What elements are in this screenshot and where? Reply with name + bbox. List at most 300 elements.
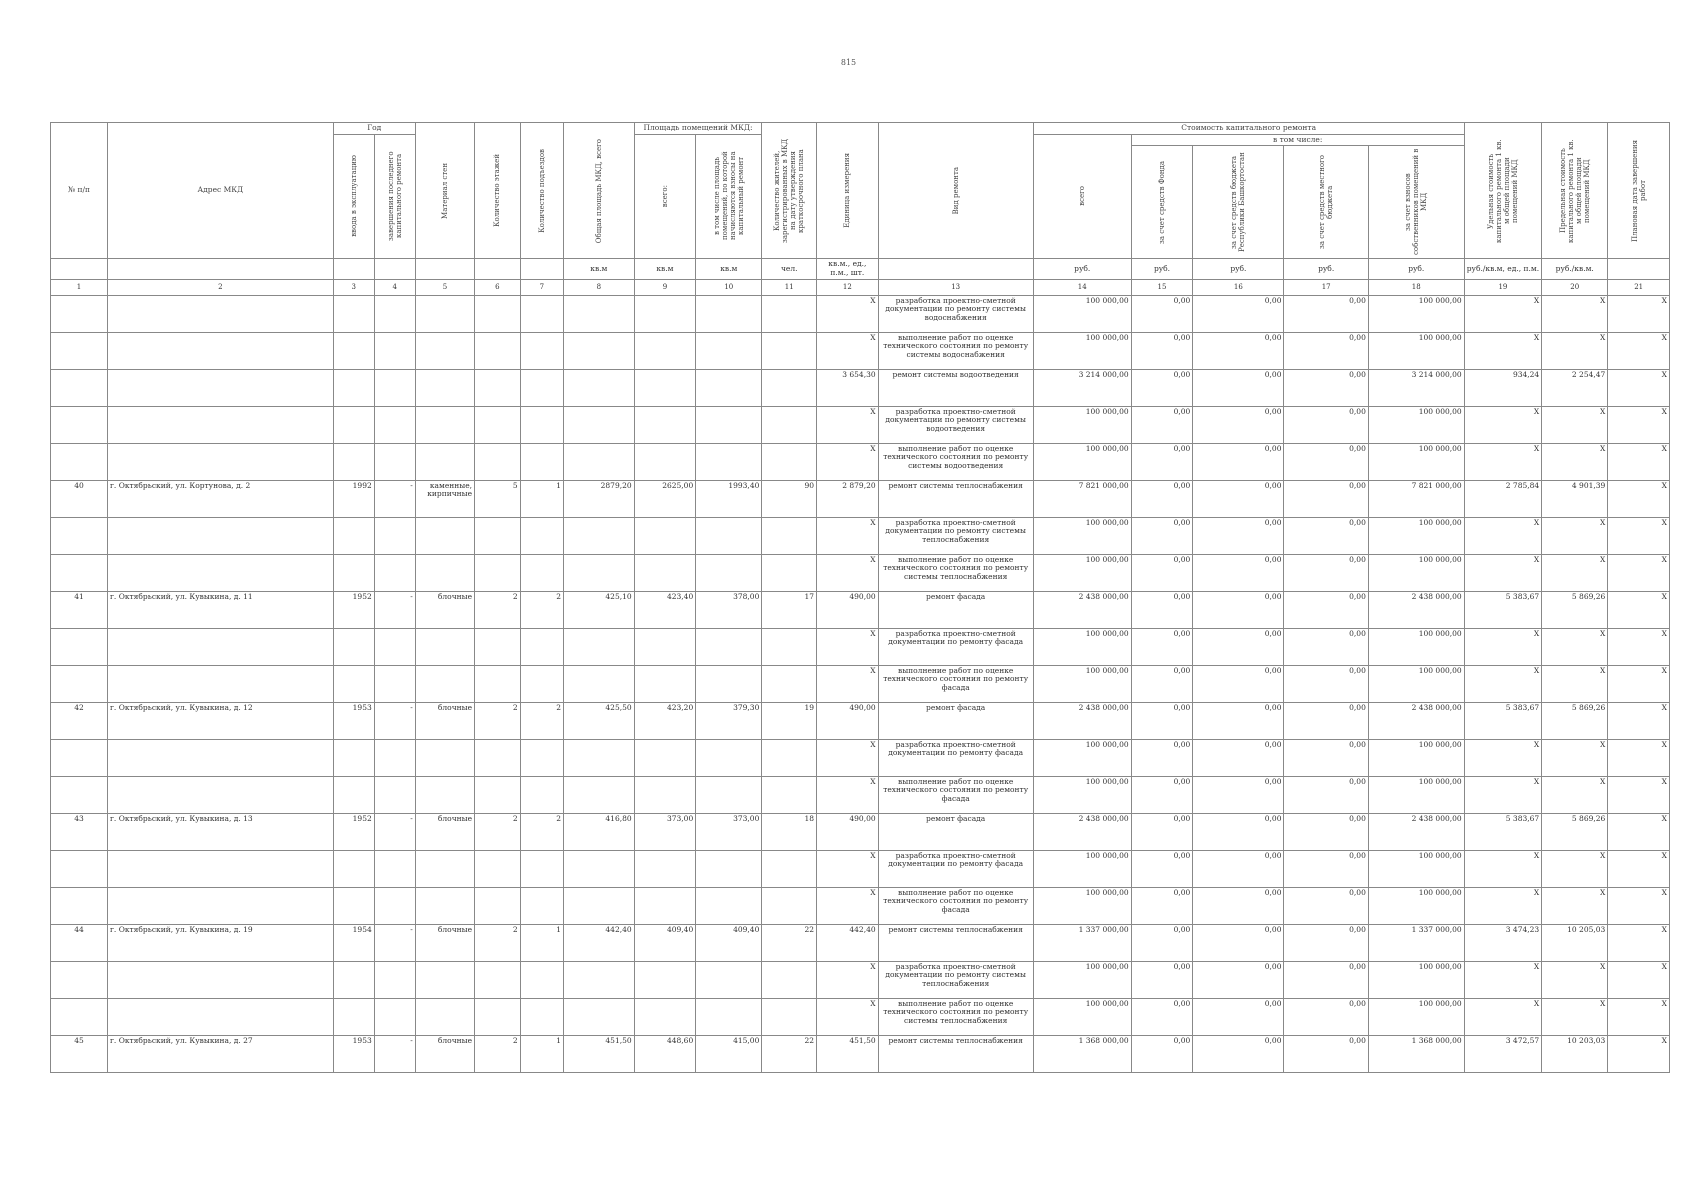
table-cell: 2 438 000,00 [1368, 591, 1464, 628]
table-cell: 2 [475, 1035, 521, 1072]
header-unit-measure-text: Единица измерения [843, 153, 852, 228]
table-row [51, 1035, 1670, 1072]
table-cell: - [374, 591, 415, 628]
table-cell [475, 776, 521, 813]
header-unit-cost [1464, 123, 1542, 259]
table-row [51, 369, 1670, 406]
table-cell [333, 961, 374, 998]
column-index-cell: 13 [878, 279, 1033, 295]
column-index-cell: 16 [1193, 279, 1284, 295]
table-cell: 0,00 [1131, 776, 1193, 813]
table-cell: блочные [415, 813, 474, 850]
table-cell [520, 443, 563, 480]
table-cell: 100 000,00 [1033, 665, 1131, 702]
table-cell [762, 998, 817, 1035]
table-cell [475, 443, 521, 480]
table-cell [415, 369, 474, 406]
header-address: Адрес МКД [108, 123, 334, 259]
table-cell: 100 000,00 [1033, 517, 1131, 554]
header-max-cost [1542, 123, 1608, 259]
table-cell: разработка проектно-сметной документации по ремонту системы водоснабжения [878, 295, 1033, 332]
table-cell: 0,00 [1193, 406, 1284, 443]
table-cell: 0,00 [1284, 554, 1368, 591]
table-cell [333, 443, 374, 480]
table-cell: 425,10 [563, 591, 634, 628]
table-cell [634, 628, 696, 665]
table-cell [415, 850, 474, 887]
table-cell: Х [1542, 850, 1608, 887]
table-cell: 0,00 [1131, 1035, 1193, 1072]
table-cell: 42 [51, 702, 108, 739]
table-cell: 100 000,00 [1033, 961, 1131, 998]
table-cell: 5 383,67 [1464, 702, 1542, 739]
table-row [51, 443, 1670, 480]
table-cell: 100 000,00 [1368, 554, 1464, 591]
table-cell: 5 383,67 [1464, 813, 1542, 850]
table-cell: 5 869,26 [1542, 813, 1608, 850]
unit-cell [415, 259, 474, 279]
table-cell: 10 203,03 [1542, 1035, 1608, 1072]
table-cell: 100 000,00 [1033, 554, 1131, 591]
table-cell [762, 517, 817, 554]
table-cell: 451,50 [563, 1035, 634, 1072]
table-cell: 425,50 [563, 702, 634, 739]
table-cell: 0,00 [1284, 517, 1368, 554]
table-cell: 0,00 [1193, 998, 1284, 1035]
header-cost-owners-text: за счет взносов собственников помещений в МКД [1404, 149, 1429, 256]
table-cell [108, 887, 334, 924]
table-cell: 0,00 [1131, 924, 1193, 961]
table-cell: 2 879,20 [817, 480, 879, 517]
table-cell: 490,00 [817, 813, 879, 850]
header-cost-fund-text: за счет средств Фонда [1157, 160, 1166, 244]
table-cell: Х [1464, 850, 1542, 887]
table-cell [634, 406, 696, 443]
table-cell [415, 998, 474, 1035]
table-cell: 0,00 [1284, 443, 1368, 480]
table-cell [108, 517, 334, 554]
table-cell: Х [817, 998, 879, 1035]
table-cell: Х [1608, 702, 1670, 739]
table-cell: 423,20 [634, 702, 696, 739]
table-cell: 100 000,00 [1033, 850, 1131, 887]
table-cell: 1 368 000,00 [1033, 1035, 1131, 1072]
header-year-commission [333, 134, 374, 259]
table-cell: 7 821 000,00 [1368, 480, 1464, 517]
table-row [51, 295, 1670, 332]
table-cell [108, 961, 334, 998]
table-cell [520, 998, 563, 1035]
table-cell: 1 337 000,00 [1368, 924, 1464, 961]
table-cell [563, 739, 634, 776]
table-cell [415, 665, 474, 702]
table-cell: 1993,40 [696, 480, 762, 517]
table-row [51, 332, 1670, 369]
table-cell: Х [1464, 517, 1542, 554]
table-cell: Х [817, 665, 879, 702]
table-cell: г. Октябрьский, ул. Кувыкина, д. 27 [108, 1035, 334, 1072]
table-cell [51, 517, 108, 554]
table-cell: Х [1608, 924, 1670, 961]
table-cell [374, 443, 415, 480]
table-cell [475, 517, 521, 554]
table-cell [374, 776, 415, 813]
table-cell [415, 887, 474, 924]
table-cell: 373,00 [634, 813, 696, 850]
table-cell: 490,00 [817, 591, 879, 628]
table-cell: 0,00 [1193, 295, 1284, 332]
table-cell: 5 383,67 [1464, 591, 1542, 628]
table-cell [634, 517, 696, 554]
table-cell: 100 000,00 [1033, 998, 1131, 1035]
table-cell [696, 739, 762, 776]
table-cell: 100 000,00 [1368, 776, 1464, 813]
column-index-cell: 3 [333, 279, 374, 295]
unit-cell: руб. [1284, 259, 1368, 279]
table-cell: 100 000,00 [1368, 739, 1464, 776]
table-cell [374, 369, 415, 406]
table-row [51, 813, 1670, 850]
table-cell: 100 000,00 [1368, 406, 1464, 443]
header-cost-total [1033, 134, 1131, 259]
unit-cell: руб. [1131, 259, 1193, 279]
table-cell [634, 739, 696, 776]
table-cell [333, 517, 374, 554]
table-cell: г. Октябрьский, ул. Кувыкина, д. 12 [108, 702, 334, 739]
table-cell: 1 368 000,00 [1368, 1035, 1464, 1072]
table-cell [634, 887, 696, 924]
table-cell [696, 295, 762, 332]
table-cell [475, 628, 521, 665]
table-cell [762, 850, 817, 887]
table-cell: 100 000,00 [1368, 887, 1464, 924]
table-cell: 100 000,00 [1033, 406, 1131, 443]
table-cell [563, 961, 634, 998]
repair-plan-table [50, 122, 1670, 1073]
table-row [51, 702, 1670, 739]
table-cell: 5 869,26 [1542, 702, 1608, 739]
header-premises-fee [696, 134, 762, 259]
table-cell: Х [1464, 554, 1542, 591]
table-cell [475, 295, 521, 332]
table-cell: 379,30 [696, 702, 762, 739]
table-cell [520, 665, 563, 702]
table-cell [333, 739, 374, 776]
header-max-cost-text: Предельная стоимость капитального ремонта 1 кв. м общей площади помещений МКД [1558, 138, 1591, 243]
table-cell: 100 000,00 [1033, 887, 1131, 924]
table-cell [108, 665, 334, 702]
table-cell [108, 406, 334, 443]
table-cell: Х [1542, 443, 1608, 480]
header-unit-cost-text: Удельная стоимость капитального ремонта 1 кв. м общей площади помещений МКД [1486, 138, 1519, 243]
table-cell: 0,00 [1284, 591, 1368, 628]
table-cell [520, 554, 563, 591]
table-cell: Х [1608, 295, 1670, 332]
table-cell: 2 438 000,00 [1368, 702, 1464, 739]
unit-cell: кв.м [563, 259, 634, 279]
table-cell [415, 739, 474, 776]
table-cell [563, 887, 634, 924]
table-cell: 1 [520, 1035, 563, 1072]
table-cell [696, 998, 762, 1035]
table-cell [333, 998, 374, 1035]
column-index-cell: 11 [762, 279, 817, 295]
table-cell: 0,00 [1131, 406, 1193, 443]
table-cell: 0,00 [1131, 665, 1193, 702]
header-year-commission-text: ввода в эксплуатацию [349, 155, 358, 238]
table-cell [563, 517, 634, 554]
unit-cell: руб. [1193, 259, 1284, 279]
table-cell: выполнение работ по оценке технического состояния по ремонту фасада [878, 887, 1033, 924]
table-cell: 100 000,00 [1368, 850, 1464, 887]
table-cell: 0,00 [1131, 554, 1193, 591]
unit-cell: руб./кв.м, ед., п.м. [1464, 259, 1542, 279]
table-cell [520, 517, 563, 554]
header-cost: Стоимость капитального ремонта [1033, 123, 1464, 135]
table-cell [108, 295, 334, 332]
table-cell [415, 628, 474, 665]
table-cell: выполнение работ по оценке технического состояния по ремонту фасада [878, 776, 1033, 813]
table-cell: 0,00 [1193, 924, 1284, 961]
table-cell [415, 332, 474, 369]
table-body [51, 295, 1670, 1072]
table-cell: Х [1464, 443, 1542, 480]
table-cell: Х [1542, 739, 1608, 776]
column-index-cell: 18 [1368, 279, 1464, 295]
table-cell: 442,40 [563, 924, 634, 961]
table-cell [51, 739, 108, 776]
table-cell [634, 369, 696, 406]
table-cell: 0,00 [1284, 628, 1368, 665]
header-cost-owners [1368, 146, 1464, 259]
table-cell [520, 369, 563, 406]
table-cell: Х [817, 739, 879, 776]
table-cell: Х [817, 554, 879, 591]
table-cell: 0,00 [1284, 850, 1368, 887]
table-cell: разработка проектно-сметной документации по ремонту фасада [878, 628, 1033, 665]
table-cell [696, 776, 762, 813]
table-cell [475, 406, 521, 443]
table-cell [374, 295, 415, 332]
header-incl: в том числе: [1131, 134, 1464, 146]
table-cell [563, 332, 634, 369]
table-cell [696, 961, 762, 998]
table-cell [374, 517, 415, 554]
table-cell [563, 406, 634, 443]
table-cell [475, 554, 521, 591]
table-cell: 0,00 [1193, 776, 1284, 813]
table-cell: Х [1608, 369, 1670, 406]
table-cell [374, 554, 415, 591]
table-cell [563, 443, 634, 480]
table-row [51, 628, 1670, 665]
table-cell: 100 000,00 [1368, 443, 1464, 480]
table-cell: Х [817, 332, 879, 369]
table-cell: 934,24 [1464, 369, 1542, 406]
unit-cell [51, 259, 108, 279]
table-cell: 0,00 [1131, 887, 1193, 924]
table-cell: 0,00 [1193, 628, 1284, 665]
table-cell [563, 295, 634, 332]
table-cell [333, 295, 374, 332]
table-cell [475, 665, 521, 702]
table-cell [415, 776, 474, 813]
column-index-cell: 6 [475, 279, 521, 295]
table-cell: 451,50 [817, 1035, 879, 1072]
table-cell: ремонт системы теплоснабжения [878, 924, 1033, 961]
table-cell [374, 332, 415, 369]
table-cell: 45 [51, 1035, 108, 1072]
table-cell: 0,00 [1193, 332, 1284, 369]
table-cell: 0,00 [1193, 517, 1284, 554]
header-premises-area: Площадь помещений МКД: [634, 123, 762, 135]
table-cell [696, 665, 762, 702]
table-cell: Х [1542, 628, 1608, 665]
table-cell [108, 443, 334, 480]
table-cell [520, 887, 563, 924]
unit-cell: руб. [1368, 259, 1464, 279]
table-cell: выполнение работ по оценке технического состояния по ремонту системы водоснабжения [878, 332, 1033, 369]
header-work-type [878, 123, 1033, 259]
table-cell: выполнение работ по оценке технического состояния по ремонту системы теплоснабжения [878, 554, 1033, 591]
header-premises-total [634, 134, 696, 259]
table-cell [51, 406, 108, 443]
table-cell: Х [1608, 998, 1670, 1035]
table-cell: 0,00 [1131, 628, 1193, 665]
table-cell [634, 850, 696, 887]
table-cell: - [374, 480, 415, 517]
table-cell [333, 628, 374, 665]
header-residents [762, 123, 817, 259]
table-row [51, 517, 1670, 554]
table-cell: Х [1542, 332, 1608, 369]
column-index-cell: 8 [563, 279, 634, 295]
table-cell [374, 406, 415, 443]
table-cell: Х [1608, 628, 1670, 665]
table-cell: 0,00 [1284, 998, 1368, 1035]
table-cell [333, 369, 374, 406]
table-cell [333, 850, 374, 887]
table-row [51, 924, 1670, 961]
table-cell: 0,00 [1131, 702, 1193, 739]
table-cell: Х [1542, 295, 1608, 332]
table-cell: Х [1464, 739, 1542, 776]
table-cell: 423,40 [634, 591, 696, 628]
table-cell: Х [1464, 776, 1542, 813]
table-cell: Х [1464, 665, 1542, 702]
table-cell: 19 [762, 702, 817, 739]
table-cell [520, 961, 563, 998]
table-cell: 0,00 [1284, 665, 1368, 702]
table-cell: - [374, 924, 415, 961]
table-cell [108, 739, 334, 776]
table-cell [634, 332, 696, 369]
table-cell: 3 214 000,00 [1033, 369, 1131, 406]
table-cell: 100 000,00 [1368, 628, 1464, 665]
table-cell: Х [1608, 739, 1670, 776]
table-cell: 0,00 [1284, 961, 1368, 998]
table-cell [520, 295, 563, 332]
table-cell: 0,00 [1193, 1035, 1284, 1072]
table-cell [51, 998, 108, 1035]
table-cell [415, 554, 474, 591]
table-cell [333, 406, 374, 443]
table-cell: 43 [51, 813, 108, 850]
table-row [51, 961, 1670, 998]
table-cell: 0,00 [1131, 739, 1193, 776]
table-cell: Х [817, 887, 879, 924]
table-cell: 3 214 000,00 [1368, 369, 1464, 406]
unit-cell: кв.м [696, 259, 762, 279]
table-cell [520, 628, 563, 665]
table-cell: Х [1542, 406, 1608, 443]
table-cell [696, 554, 762, 591]
table-cell: 0,00 [1193, 702, 1284, 739]
table-cell: 378,00 [696, 591, 762, 628]
table-cell: 17 [762, 591, 817, 628]
column-index-cell: 10 [696, 279, 762, 295]
header-premises-fee-text: в том числе площадь помещений, по которой начисляются взносы на капитальный ремонт [712, 152, 745, 241]
table-cell: Х [817, 961, 879, 998]
header-year: Год [333, 123, 415, 135]
table-cell [520, 406, 563, 443]
table-cell [415, 961, 474, 998]
table-cell: блочные [415, 591, 474, 628]
table-cell: 1952 [333, 591, 374, 628]
unit-cell: руб. [1033, 259, 1131, 279]
table-cell [762, 369, 817, 406]
table-cell: Х [1608, 517, 1670, 554]
table-cell: г. Октябрьский, ул. Кортунова, д. 2 [108, 480, 334, 517]
table-cell [762, 332, 817, 369]
table-cell [475, 369, 521, 406]
table-cell: Х [1464, 406, 1542, 443]
header-cost-local-text: за счет средств местного бюджета [1318, 155, 1335, 250]
table-cell: 0,00 [1131, 998, 1193, 1035]
table-cell [762, 887, 817, 924]
table-cell [762, 776, 817, 813]
table-cell: - [374, 813, 415, 850]
column-index-cell: 21 [1608, 279, 1670, 295]
table-cell: блочные [415, 702, 474, 739]
table-cell: 2 [520, 702, 563, 739]
table-cell [374, 998, 415, 1035]
table-cell: 409,40 [696, 924, 762, 961]
table-cell [51, 665, 108, 702]
table-cell: 100 000,00 [1368, 295, 1464, 332]
header-total-area-text: Общая площадь МКД, всего [594, 138, 603, 243]
table-cell [108, 628, 334, 665]
table-cell: Х [1608, 443, 1670, 480]
table-cell: Х [1608, 813, 1670, 850]
table-cell: 1953 [333, 702, 374, 739]
table-cell [415, 406, 474, 443]
column-index-cell: 12 [817, 279, 879, 295]
table-cell [696, 517, 762, 554]
table-cell [475, 998, 521, 1035]
unit-cell: кв.м [634, 259, 696, 279]
table-cell: 100 000,00 [1368, 961, 1464, 998]
header-no: № п/п [51, 123, 108, 259]
table-cell: 3 654,30 [817, 369, 879, 406]
header-deadline-text: Плановая дата завершения работ [1630, 139, 1647, 242]
table-cell: 2 [475, 813, 521, 850]
table-cell [520, 739, 563, 776]
table-cell: 490,00 [817, 702, 879, 739]
table-cell: Х [1542, 776, 1608, 813]
unit-cell: чел. [762, 259, 817, 279]
table-cell: 0,00 [1131, 369, 1193, 406]
